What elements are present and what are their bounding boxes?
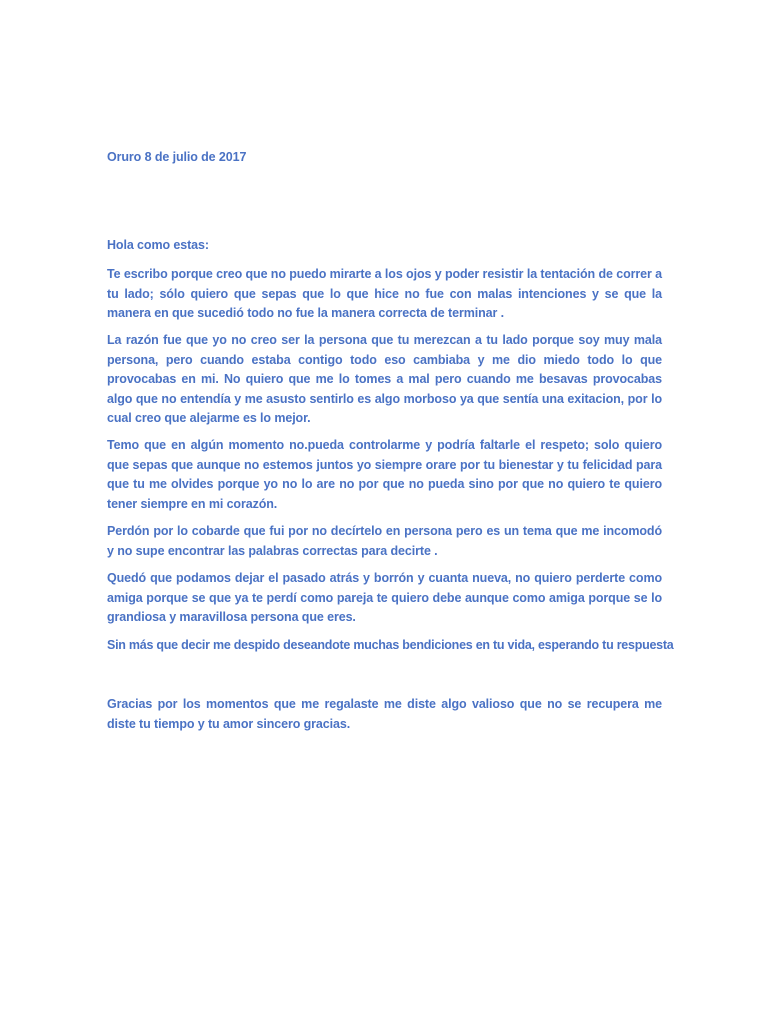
letter-paragraph: Perdón por lo cobarde que fui por no decírtelo en persona pero es un tema que me incomodó y no supe encontrar las palabras correctas para decirte . <box>107 524 662 558</box>
letter-closing: Sin más que decir me despido deseandote muchas bendiciones en tu vida, esperando tu respuesta <box>107 638 674 652</box>
letter-paragraph: La razón fue que yo no creo ser la persona que tu merezcan a tu lado porque soy muy mala persona, pero cuando estaba contigo todo eso cambiaba y me dio miedo todo lo que provocabas en mi. No quiero que me lo tomes a mal pero cuando me besavas provocabas algo que no entendía y me asusto sentirlo es algo morboso ya que sentía una exitacion, por lo cual creo que alejarme es lo mejor. <box>107 333 662 425</box>
letter-date: Oruro 8 de julio de 2017 <box>107 150 247 164</box>
letter-thanks: Gracias por los momentos que me regalaste me diste algo valioso que no se recupera me diste tu tiempo y tu amor sincero gracias. <box>107 697 662 731</box>
letter-paragraph: Te escribo porque creo que no puedo mirarte a los ojos y poder resistir la tentación de correr a tu lado; sólo quiero que sepas que lo que hice no fue con malas intenciones y se que la manera en que sucedió todo no fue la manera correcta de terminar . <box>107 267 662 320</box>
letter-paragraph: Quedó que podamos dejar el pasado atrás y borrón y cuanta nueva, no quiero perderte como amiga porque se que ya te perdí como pareja te quiero debe aunque como amiga porque se lo grandiosa y maravillosa persona que eres. <box>107 571 662 624</box>
letter-greeting: Hola como estas: <box>107 238 209 252</box>
letter-paragraph: Temo que en algún momento no.pueda controlarme y podría faltarle el respeto; solo quiero que sepas que aunque no estemos juntos yo siempre orare por tu bienestar y tu felicidad para que tu me olvides porque yo no lo are no por que no pueda sino por que no quiero te quiero tener siempre en mi corazón. <box>107 438 662 511</box>
